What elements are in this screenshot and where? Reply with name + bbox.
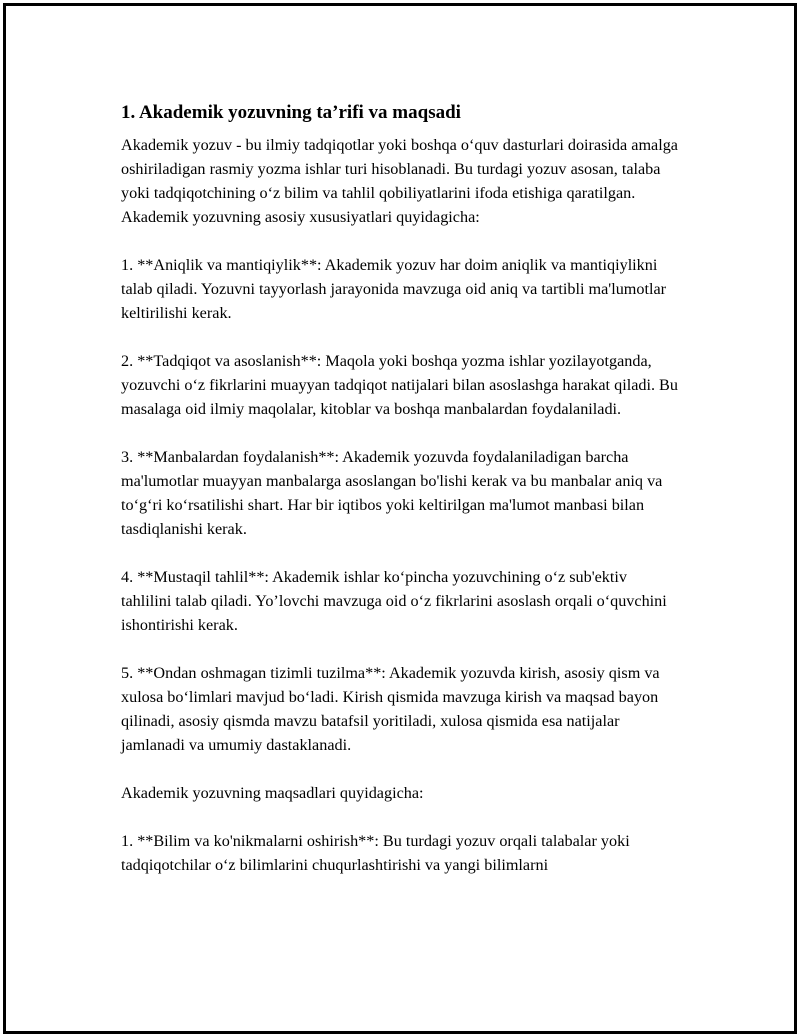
page-frame	[3, 3, 797, 1034]
goals-heading-paragraph: Akademik yozuvning maqsadlari quyidagicha:	[121, 784, 424, 802]
document-body	[121, 101, 681, 901]
list-item-tahlil: 4. **Mustaqil tahlil**: Akademik ishlar ko‘pincha yozuvchining o‘z sub'ektiv tahlilini talab qiladi. Yo’lovchi mavzuga oid o‘z fikrlarini asoslash orqali o‘quvchini ishontirishi kerak.	[121, 568, 667, 634]
list-item-tuzilma: 5. **Ondan oshmagan tizimli tuzilma**: Akademik yozuvda kirish, asosiy qism va xulosa bo‘limlari mavjud bo‘ladi. Kirish qismida mavzuga kirish va maqsad bayon qilinadi, asosiy qismda mavzu batafsil yoritiladi, xulosa qismida esa natijalar jamlanadi va umumiy dastaklanadi.	[121, 664, 660, 754]
list-item-manbalar: 3. **Manbalardan foydalanish**: Akademik yozuvda foydalaniladigan barcha ma'lumotlar muayyan manbalarga asoslangan bo'lishi kerak va bu manbalar aniq va to‘g‘ri ko‘rsatilishi shart. Har bir iqtibos yoki keltirilgan ma'lumot manbasi bilan tasdiqlanishi kerak.	[121, 448, 663, 538]
goal-item-bilim: 1. **Bilim va ko'nikmalarni oshirish**: Bu turdagi yozuv orqali talabalar yoki tadqiqotchilar o‘z bilimlarini chuqurlashtirishi va yangi bilimlarni	[121, 832, 630, 874]
list-item-tadqiqot: 2. **Tadqiqot va asoslanish**: Maqola yoki boshqa yozma ishlar yozilayotganda, yozuvchi o‘z fikrlarini muayyan tadqiqot natijalari bilan asoslashga harakat qiladi. Bu masalaga oid ilmiy maqolalar, kitoblar va boshqa manbalardan foydalaniladi.	[121, 352, 678, 418]
intro-paragraph: Akademik yozuv - bu ilmiy tadqiqotlar yoki boshqa o‘quv dasturlari doirasida amalga oshiriladigan rasmiy yozma ishlar turi hisoblanadi. Bu turdagi yozuv asosan, talaba yoki tadqiqotchining o‘z bilim va tahlil qobiliyatlarini ifoda etishiga qaratilgan. Akademik yozuvning asosiy xususiyatlari quyidagicha:	[121, 136, 678, 226]
list-item-aniqlik: 1. **Aniqlik va mantiqiylik**: Akademik yozuv har doim aniqlik va mantiqiylikni talab qiladi. Yozuvni tayyorlash jarayonida mavzuga oid aniq va tartibli ma'lumotlar keltirilishi kerak.	[121, 256, 667, 322]
document-title: 1. Akademik yozuvning ta’rifi va maqsadi	[121, 102, 461, 123]
